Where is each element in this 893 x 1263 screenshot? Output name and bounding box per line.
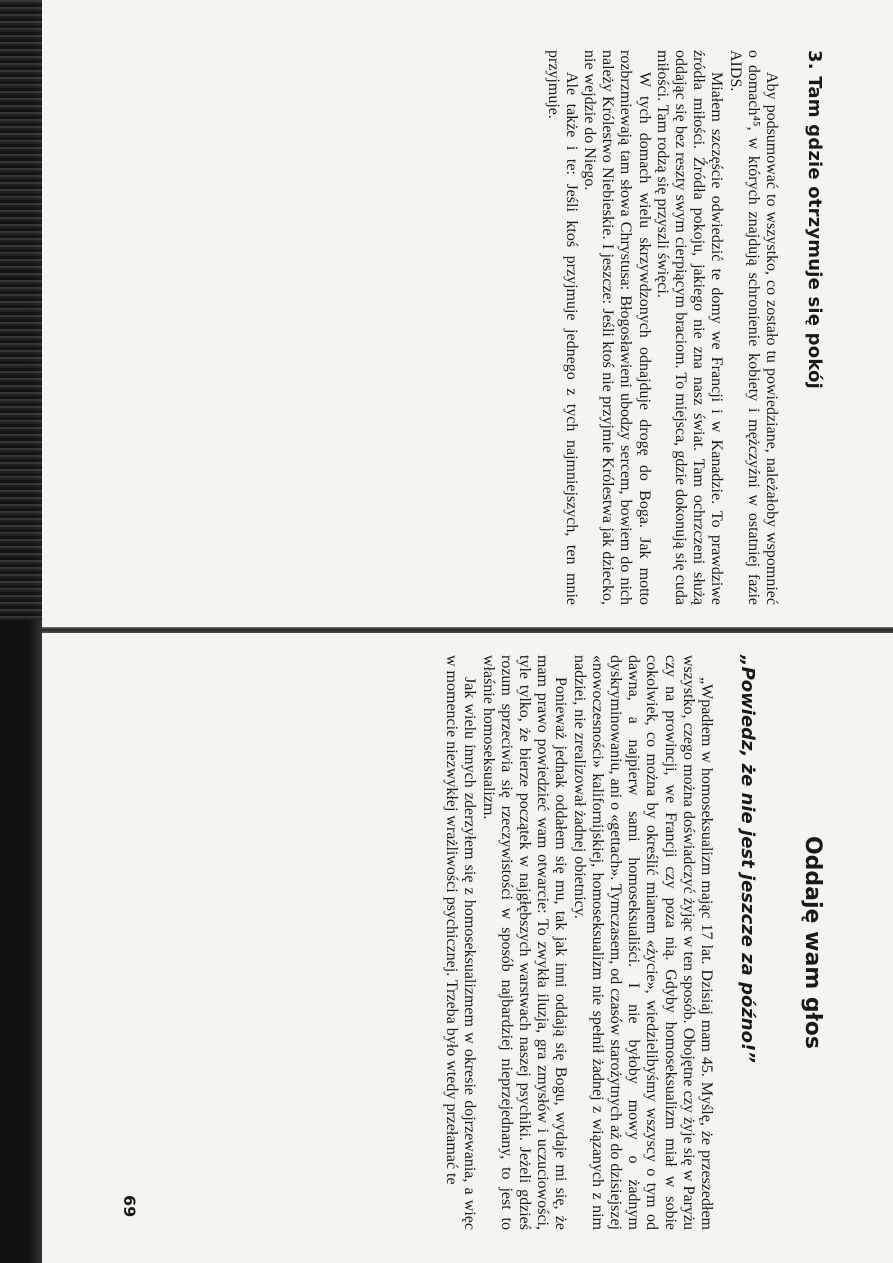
top-page [445, 50, 825, 605]
page-number: 69 [120, 1195, 139, 1218]
page-fold-line [42, 627, 893, 633]
paragraph: „Wpadłem w homoseksualizm mając 17 lat. Dzisiaj mam 45. Myślę, że przeszedłem wszystko, czego można doświadczyć żyjąc w ten sposób. Obojętne czy żyje się w Paryżu czy na prowincji, we Francji czy poza nią. Gdyby homoseksualizm miał w sobie cokolwiek, co można by określić mianem «życie», wiedzielibyśmy wszyscy o tym od dawna, a najpierw sami homoseksualiści. I nie byłoby mowy o żadnym dyskryminowaniu, ani o «gettach». Tymczasem, od czasów starożytnych aż do dzisiejszej «nowoczesności» kalifornijskiej, homoseksualizm nie spełnił żadnej z wiązanych z nim nadziei, nie zrealizował żadnej obietnicy. [570, 655, 715, 1230]
paragraph: W tych domach wielu skrzywdzonych odnajduje drogę do Boga. Jak motto rozbrzmiewają tam słowa Chrystusa: Błogosławieni ubodzy sercem, bowiem do nich należy Królestwo Niebieskie. I jeszcze: Jeśli ktoś nie przyjmie Królestwa jak dziecko, nie wejdzie do Niego. [580, 50, 653, 605]
chapter-title: Oddaję wam głos [800, 835, 825, 1050]
paragraph: Miałem szczęście odwiedzić te domy we Francji i w Kanadzie. To prawdziwe źródła miłości. Źródła pokoju, jakiego nie zna nasz świat. Tam ochrzczeni służą oddając się bez reszty swym cierpiącym braciom. To miejsca, gdzie dokonują się cuda miłości. Tam rodzą się przyszli święci. [653, 50, 726, 605]
paragraph: Aby podsumować to wszystko, co zostało tu powiedziane, należałoby wspomnieć o domach⁴⁵, w których znajdują schronienie kobiety i mężczyźni w ostatniej fazie AIDS. [726, 50, 780, 605]
paragraph: Ale także i te: Jeśli ktoś przyjmuje jednego z tych najmniejszych, ten mnie przyjmuje. [544, 50, 580, 605]
book-spine-shadow [0, 0, 42, 1263]
paragraph: Ponieważ jednak oddałem się mu, tak jak inni oddają się Bogu, wydaje mi się, że mam prawo powiedzieć wam otwarcie: To zwykła iluzja, gra zmysłów i uczuciowości, tyle tylko, że bierze początek w najgłębszych warstwach naszej psychiki. Jeżeli gdzieś rozum sprzeciwia się rzeczywistości w sposób najbardziej nieprzejednany, to jest to właśnie homoseksualizm. [479, 655, 570, 1230]
sub-heading: „Powiedz, że nie jest jeszcze za późno!” [737, 655, 758, 1063]
paragraph: Jak wielu innych zderzyłem się z homoseksualizmem w okresie dojrzewania, a więc w momencie niezwykłej wrażliwości psychicznej. Trzeba było wtedy przełamać te [443, 655, 479, 1230]
bottom-page [120, 655, 825, 1230]
section-heading: 3. Tam gdzie otrzymuje się pokój [804, 50, 825, 389]
